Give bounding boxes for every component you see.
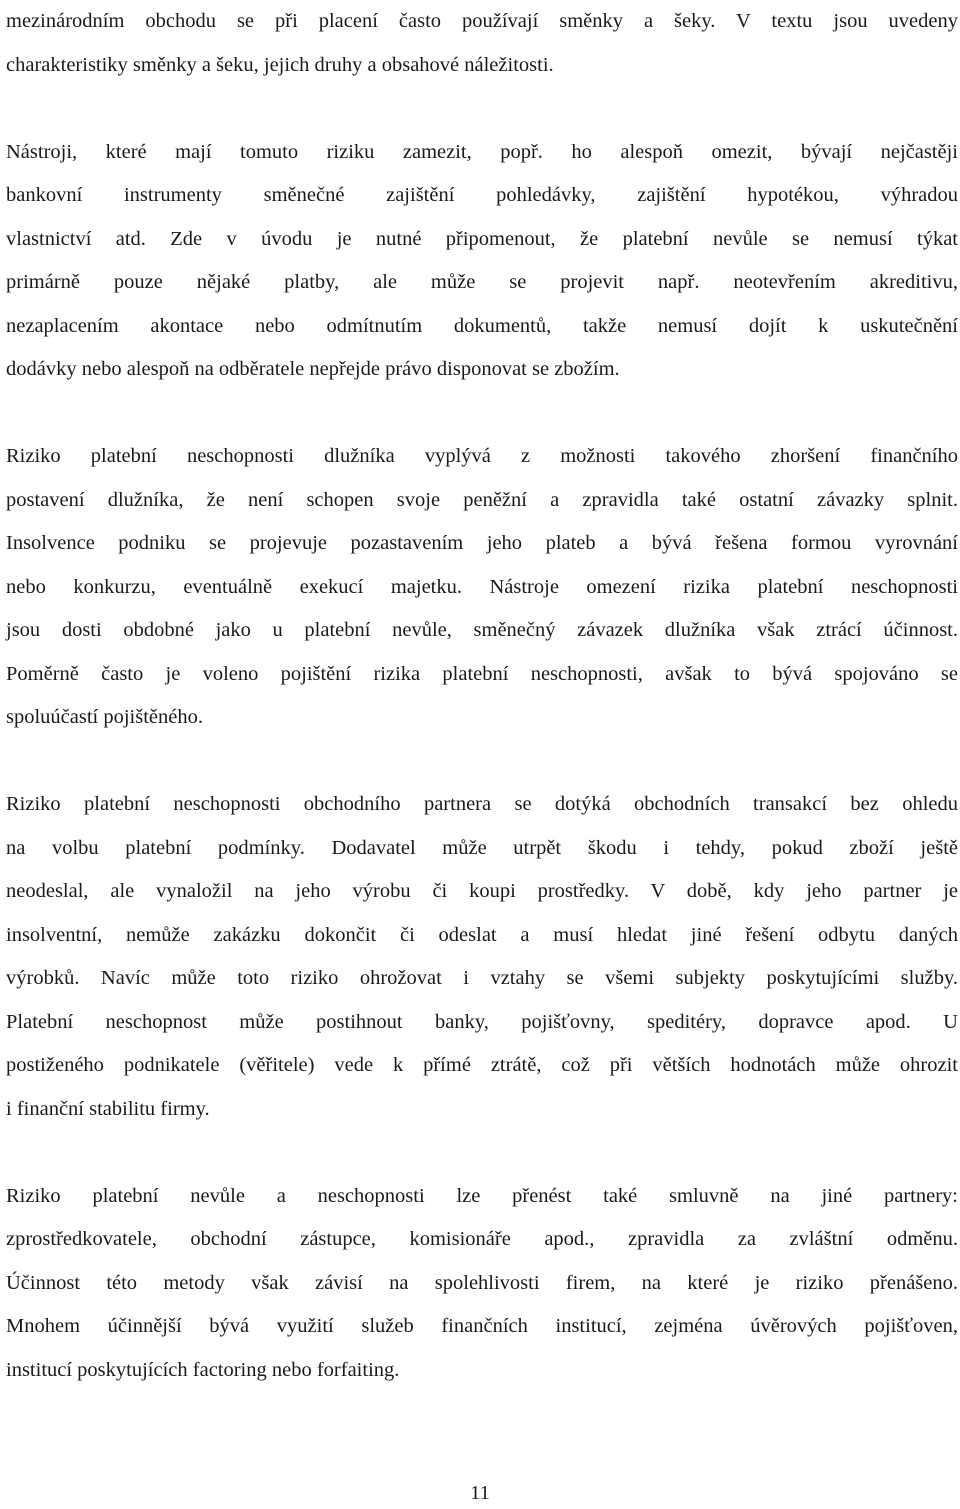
text-line: postavení dlužníka, že není schopen svoje peněžní a zpravidla také ostatní závazky splnit. <box>6 488 958 511</box>
paragraph-intro <box>6 0 958 87</box>
paragraph-gap <box>6 740 958 784</box>
text-line: neodeslal, ale vynaložil na jeho výrobu či koupi prostředky. V době, kdy jeho partner je <box>6 880 958 902</box>
text-line: mezinárodním obchodu se při placení často používají směnky a šeky. V textu jsou uvedeny <box>6 10 958 32</box>
paragraph-insolvency-risk <box>6 435 958 740</box>
paragraph-gap <box>6 1131 958 1175</box>
text-line: vlastnictví atd. Zde v úvodu je nutné připomenout, že platební nevůle se nemusí týkat <box>6 227 958 250</box>
text-line: nebo konkurzu, eventuálně exekucí majetku. Nástroje omezení rizika platební neschopnosti <box>6 575 958 598</box>
text-line: spoluúčastí pojištěného. <box>6 706 204 728</box>
text-line: na volbu platební podmínky. Dodavatel může utrpět škodu i tehdy, pokud zboží ještě <box>6 836 958 859</box>
paragraph-payment-reluctance <box>6 131 958 392</box>
text-line: Účinnost této metody však závisí na spolehlivosti firem, na které je riziko přenášeno. <box>6 1271 958 1294</box>
text-line: charakteristiky směnky a šeku, jejich druhy a obsahové náležitosti. <box>6 53 554 76</box>
text-line: i finanční stabilitu firmy. <box>6 1097 210 1120</box>
text-line: jsou dosti obdobné jako u platební nevůle, směnečný závazek dlužníka však ztrácí účinnost. <box>6 619 958 641</box>
text-line: zprostředkovatele, obchodní zástupce, komisionáře apod., zpravidla za zvláštní odměnu. <box>6 1228 958 1250</box>
paragraph-gap <box>6 87 958 131</box>
text-line: postiženého podnikatele (věřitele) vede k přímé ztrátě, což při větších hodnotách může ohrozit <box>6 1054 958 1076</box>
text-line: Riziko platební neschopnosti obchodního partnera se dotýká obchodních transakcí bez ohledu <box>6 793 958 815</box>
text-line: bankovní instrumenty směnečné zajištění pohledávky, zajištění hypotékou, výhradou <box>6 184 958 206</box>
text-line: Insolvence podniku se projevuje pozastavením jeho plateb a bývá řešena formou vyrovnání <box>6 532 958 554</box>
paragraph-partner-insolvency <box>6 783 958 1131</box>
text-line: primárně pouze nějaké platby, ale může se projevit např. neotevřením akreditivu, <box>6 271 958 293</box>
text-line: Riziko platební nevůle a neschopnosti lze přenést také smluvně na jiné partnery: <box>6 1184 958 1207</box>
page-number: 11 <box>470 1482 490 1504</box>
text-line: dodávky nebo alespoň na odběratele nepřejde právo disponovat se zbožím. <box>6 358 620 380</box>
document-page <box>6 0 958 1392</box>
text-line: Mnohem účinnější bývá využití služeb finančních institucí, zejména úvěrových pojišťoven, <box>6 1315 958 1337</box>
text-line: nezaplacením akontace nebo odmítnutím dokumentů, takže nemusí dojít k uskutečnění <box>6 314 958 337</box>
text-line: Poměrně často je voleno pojištění rizika platební neschopnosti, avšak to bývá spojováno se <box>6 662 958 685</box>
text-line: Nástroji, které mají tomuto riziku zamezit, popř. ho alespoň omezit, bývají nejčastěji <box>6 140 958 163</box>
paragraph-risk-transfer <box>6 1175 958 1393</box>
paragraph-gap <box>6 392 958 436</box>
text-line: výrobků. Navíc může toto riziko ohrožovat i vztahy se všemi subjekty poskytujícími služby. <box>6 967 958 989</box>
text-line: insolventní, nemůže zakázku dokončit či odeslat a musí hledat jiné řešení odbytu daných <box>6 923 958 946</box>
text-line: institucí poskytujících factoring nebo forfaiting. <box>6 1358 400 1381</box>
text-line: Riziko platební neschopnosti dlužníka vyplývá z možnosti takového zhoršení finančního <box>6 445 958 467</box>
text-line: Platební neschopnost může postihnout banky, pojišťovny, speditéry, dopravce apod. U <box>6 1010 958 1033</box>
